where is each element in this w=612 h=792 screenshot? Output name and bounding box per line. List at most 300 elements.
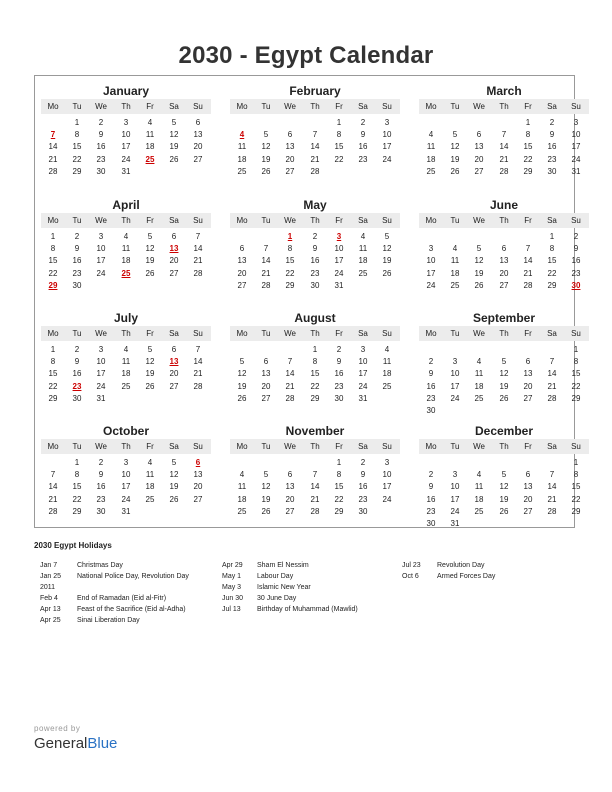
weekday-label: Tu: [450, 216, 460, 225]
day-cell: 19: [499, 494, 509, 504]
day-cell: 27: [285, 166, 295, 176]
month-name: September: [472, 311, 536, 325]
day-cell: 27: [474, 166, 484, 176]
day-cell: 19: [450, 154, 460, 164]
day-cell: 30: [547, 166, 557, 176]
day-cell: 17: [358, 369, 368, 379]
weekday-label: Su: [382, 442, 392, 451]
month-may: [230, 190, 400, 300]
holiday-name: Revolution Day: [437, 562, 485, 569]
day-cell: 11: [237, 482, 247, 492]
day-cell: 22: [72, 494, 82, 504]
day-cell: 22: [547, 268, 557, 278]
day-cell: 4: [147, 118, 153, 127]
day-cell: 5: [501, 357, 507, 367]
day-cell: 10: [571, 130, 581, 140]
day-cell: 7: [312, 470, 318, 480]
month-name: March: [486, 84, 522, 98]
day-cell: 28: [193, 268, 203, 278]
weekday-label: Th: [499, 216, 509, 225]
day-cell: 20: [169, 256, 179, 266]
weekday-header: [41, 439, 211, 454]
day-cell: 29: [571, 393, 581, 403]
day-cell: 19: [474, 268, 484, 278]
day-cell: 26: [261, 506, 271, 516]
weekday-label: Su: [571, 329, 581, 338]
day-cell: 20: [285, 494, 295, 504]
weekday-label: Fr: [524, 216, 532, 225]
weekday-label: We: [284, 216, 296, 225]
day-cell: 20: [523, 494, 533, 504]
day-cell: 6: [263, 357, 269, 367]
day-cell: 9: [428, 369, 434, 379]
day-cell: 7: [287, 357, 293, 367]
day-cell: 1: [50, 345, 56, 354]
day-cell: 29: [310, 393, 320, 403]
month-name: December: [474, 424, 534, 438]
day-cell: 28: [547, 506, 557, 516]
weekday-header: [419, 439, 589, 454]
day-cell: 28: [48, 506, 58, 516]
page-title: 2030 - Egypt Calendar: [178, 42, 434, 69]
day-cell: 6: [171, 345, 177, 354]
day-cell: 5: [147, 232, 153, 241]
day-cell: 27: [193, 494, 203, 504]
weekday-label: Sa: [547, 102, 557, 111]
weekday-label: Fr: [146, 102, 154, 111]
day-cell: 18: [145, 142, 155, 152]
day-cell: 29: [571, 506, 581, 516]
weekday-label: Fr: [335, 102, 343, 111]
day-cell: 19: [261, 154, 271, 164]
day-cell: 20: [523, 381, 533, 391]
weekday-label: We: [473, 329, 485, 338]
weekday-label: Tu: [261, 102, 271, 111]
day-cell: 22: [72, 154, 82, 164]
day-cell: 20: [193, 482, 203, 492]
month-name: April: [112, 198, 140, 212]
day-cell: 14: [523, 256, 533, 266]
weekday-label: Th: [121, 329, 131, 338]
weekday-label: Su: [571, 102, 581, 111]
day-cell: 8: [74, 470, 80, 480]
day-cell: 26: [474, 280, 484, 290]
day-cell: 14: [193, 357, 203, 367]
day-cell: 1: [312, 345, 318, 354]
day-cell: 25: [474, 506, 484, 516]
day-cell: 21: [193, 369, 203, 379]
day-cell: 16: [72, 256, 82, 266]
day-cell: 9: [74, 357, 80, 367]
day-cell: 8: [336, 130, 342, 140]
day-cell: 28: [499, 166, 509, 176]
day-cell: 14: [48, 482, 58, 492]
day-cell: 3: [123, 458, 129, 467]
day-cell: 23: [426, 506, 436, 516]
day-cell: 17: [96, 256, 106, 266]
month-name: July: [113, 311, 138, 325]
day-cell: 7: [312, 130, 318, 140]
day-cell: 11: [121, 244, 131, 254]
holiday-name: Sinai Liberation Day: [77, 617, 140, 624]
day-cell: 15: [334, 142, 344, 152]
holiday-day-cell: 25: [145, 154, 155, 164]
day-cell: 11: [237, 142, 247, 152]
holiday-name: 30 June Day: [257, 595, 297, 602]
day-cell: 8: [50, 357, 56, 367]
day-cell: 7: [501, 130, 507, 140]
holiday-date: Oct 6: [402, 573, 419, 580]
day-cell: 12: [474, 256, 484, 266]
day-cell: 10: [358, 357, 368, 367]
day-cell: 21: [193, 256, 203, 266]
day-cell: 13: [261, 369, 271, 379]
holiday-name: Islamic New Year: [257, 584, 311, 591]
day-cell: 24: [382, 494, 392, 504]
day-cell: 26: [169, 154, 179, 164]
day-cell: 29: [48, 393, 58, 403]
day-cell: 27: [169, 268, 179, 278]
day-cell: 19: [145, 369, 155, 379]
day-cell: 10: [450, 369, 460, 379]
month-august: [230, 303, 400, 413]
day-cell: 22: [310, 381, 320, 391]
day-cell: 9: [98, 130, 104, 140]
day-cell: 27: [523, 506, 533, 516]
day-cell: 2: [428, 357, 434, 367]
day-cell: 18: [145, 482, 155, 492]
weekday-label: Mo: [47, 442, 59, 451]
day-cell: 23: [72, 268, 82, 278]
day-cell: 14: [499, 142, 509, 152]
day-cell: 15: [571, 369, 581, 379]
weekday-label: Fr: [146, 216, 154, 225]
day-cell: 8: [573, 470, 579, 480]
day-cell: 24: [334, 268, 344, 278]
day-cell: 4: [123, 232, 129, 241]
day-cell: 3: [452, 357, 458, 367]
month-september: [419, 303, 589, 413]
holiday-name: Sham El Nessim: [257, 562, 309, 569]
day-cell: 15: [48, 369, 58, 379]
day-cell: 29: [523, 166, 533, 176]
month-name: August: [294, 311, 336, 325]
day-cell: 22: [571, 494, 581, 504]
day-cell: 8: [549, 244, 555, 254]
weekday-label: Mo: [236, 102, 248, 111]
day-cell: 7: [525, 244, 531, 254]
day-cell: 17: [426, 268, 436, 278]
weekday-label: Fr: [146, 442, 154, 451]
day-cell: 2: [428, 470, 434, 480]
day-cell: 6: [476, 130, 482, 140]
day-cell: 30: [96, 166, 106, 176]
day-cell: 1: [573, 458, 579, 467]
day-cell: 14: [48, 142, 58, 152]
calendar-grid: [34, 75, 581, 528]
weekday-label: We: [95, 329, 107, 338]
day-cell: 5: [263, 470, 269, 480]
day-cell: 4: [476, 357, 482, 367]
weekday-label: Sa: [547, 442, 557, 451]
day-cell: 20: [237, 268, 247, 278]
day-cell: 30: [96, 506, 106, 516]
day-cell: 8: [312, 357, 318, 367]
day-cell: 1: [50, 232, 56, 241]
day-cell: 31: [358, 393, 368, 403]
weekday-label: Fr: [335, 442, 343, 451]
holiday-day-cell: 3: [336, 232, 342, 241]
weekday-label: Mo: [425, 329, 437, 338]
weekday-label: We: [95, 442, 107, 451]
weekday-label: Su: [193, 442, 203, 451]
day-cell: 7: [263, 244, 269, 254]
holiday-day-cell: 4: [239, 130, 245, 140]
day-cell: 26: [499, 506, 509, 516]
day-cell: 24: [121, 154, 131, 164]
day-cell: 12: [145, 357, 155, 367]
day-cell: 13: [499, 256, 509, 266]
day-cell: 29: [285, 280, 295, 290]
day-cell: 2: [336, 345, 342, 354]
day-cell: 27: [169, 381, 179, 391]
weekday-label: Su: [193, 102, 203, 111]
day-cell: 9: [312, 244, 318, 254]
weekday-label: Su: [571, 442, 581, 451]
day-cell: 4: [476, 470, 482, 480]
day-cell: 15: [72, 482, 82, 492]
day-cell: 18: [474, 494, 484, 504]
weekday-label: We: [473, 102, 485, 111]
holiday-date: Jul 13: [222, 606, 241, 613]
day-cell: 28: [310, 166, 320, 176]
day-cell: 8: [287, 244, 293, 254]
month-name: February: [289, 84, 341, 98]
day-cell: 25: [358, 268, 368, 278]
day-cell: 4: [428, 130, 434, 140]
day-cell: 20: [169, 369, 179, 379]
day-cell: 12: [169, 130, 179, 140]
weekday-label: Sa: [358, 216, 368, 225]
day-cell: 23: [547, 154, 557, 164]
day-cell: 4: [452, 244, 458, 254]
holiday-name: National Police Day, Revolution Day: [77, 573, 189, 580]
day-cell: 7: [195, 232, 201, 241]
day-cell: 28: [261, 280, 271, 290]
day-cell: 1: [74, 458, 80, 467]
day-cell: 11: [474, 369, 484, 379]
weekday-label: Th: [499, 102, 509, 111]
day-cell: 21: [547, 381, 557, 391]
day-cell: 28: [310, 506, 320, 516]
weekday-label: We: [284, 329, 296, 338]
holiday-date: Apr 29: [222, 562, 243, 569]
day-cell: 18: [382, 369, 392, 379]
day-cell: 21: [310, 154, 320, 164]
day-cell: 30: [72, 280, 82, 290]
day-cell: 16: [334, 369, 344, 379]
day-cell: 2: [312, 232, 318, 241]
day-cell: 5: [171, 118, 177, 127]
day-cell: 13: [193, 470, 203, 480]
day-cell: 26: [169, 494, 179, 504]
month-november: [230, 416, 400, 526]
day-cell: 3: [452, 470, 458, 480]
holiday-date: Jan 25: [40, 573, 62, 580]
day-cell: 18: [450, 268, 460, 278]
holiday-name: Birthday of Muhammad (Mawlid): [257, 606, 358, 613]
day-cell: 31: [121, 166, 131, 176]
holiday-day-cell: 25: [121, 268, 131, 278]
day-cell: 24: [382, 154, 392, 164]
day-cell: 16: [358, 482, 368, 492]
month-april: [41, 190, 211, 300]
weekday-label: We: [95, 216, 107, 225]
day-cell: 18: [237, 494, 247, 504]
weekday-header: [419, 213, 589, 228]
weekday-header: [419, 326, 589, 341]
day-cell: 16: [547, 142, 557, 152]
day-cell: 25: [474, 393, 484, 403]
weekday-label: Sa: [547, 329, 557, 338]
day-cell: 26: [450, 166, 460, 176]
weekday-label: Tu: [261, 442, 271, 451]
day-cell: 24: [96, 381, 106, 391]
day-cell: 2: [573, 232, 579, 241]
day-cell: 16: [426, 494, 436, 504]
day-cell: 3: [573, 118, 579, 127]
day-cell: 21: [48, 494, 58, 504]
day-cell: 19: [499, 381, 509, 391]
day-cell: 21: [310, 494, 320, 504]
day-cell: 27: [193, 154, 203, 164]
month-december: [419, 416, 589, 526]
day-cell: 1: [549, 232, 555, 241]
day-cell: 25: [237, 506, 247, 516]
day-cell: 23: [310, 268, 320, 278]
day-cell: 6: [171, 232, 177, 241]
day-cell: 15: [285, 256, 295, 266]
weekday-label: Su: [193, 329, 203, 338]
holiday-date: Apr 13: [40, 606, 61, 613]
weekday-label: We: [473, 442, 485, 451]
day-cell: 2: [74, 232, 80, 241]
day-cell: 28: [523, 280, 533, 290]
weekday-label: Sa: [169, 102, 179, 111]
day-cell: 7: [195, 345, 201, 354]
day-cell: 11: [382, 357, 392, 367]
day-cell: 1: [74, 118, 80, 127]
day-cell: 10: [96, 244, 106, 254]
day-cell: 17: [382, 142, 392, 152]
day-cell: 27: [523, 393, 533, 403]
day-cell: 16: [96, 142, 106, 152]
day-cell: 4: [360, 232, 366, 241]
day-cell: 25: [237, 166, 247, 176]
holiday-name: Christmas Day: [77, 562, 123, 569]
day-cell: 23: [358, 494, 368, 504]
day-cell: 25: [121, 381, 131, 391]
weekday-label: Mo: [47, 329, 59, 338]
day-cell: 19: [382, 256, 392, 266]
day-cell: 22: [285, 268, 295, 278]
day-cell: 7: [50, 470, 56, 480]
weekday-label: Th: [499, 329, 509, 338]
day-cell: 25: [450, 280, 460, 290]
weekday-label: Fr: [524, 442, 532, 451]
day-cell: 14: [193, 244, 203, 254]
day-cell: 13: [523, 482, 533, 492]
holiday-date: May 1: [222, 573, 242, 580]
month-name: October: [102, 424, 149, 438]
holiday-date: Apr 25: [40, 617, 61, 624]
day-cell: 17: [121, 142, 131, 152]
weekday-label: Tu: [450, 329, 460, 338]
day-cell: 14: [310, 482, 320, 492]
month-october: [41, 416, 211, 526]
day-cell: 12: [145, 244, 155, 254]
day-cell: 18: [474, 381, 484, 391]
day-cell: 24: [358, 381, 368, 391]
day-cell: 9: [360, 130, 366, 140]
month-july: [41, 303, 211, 413]
weekday-label: Mo: [425, 216, 437, 225]
weekday-label: Sa: [169, 442, 179, 451]
weekday-label: Th: [121, 102, 131, 111]
day-cell: 1: [525, 118, 531, 127]
day-cell: 27: [499, 280, 509, 290]
weekday-label: Tu: [72, 216, 82, 225]
day-cell: 30: [72, 393, 82, 403]
day-cell: 19: [169, 142, 179, 152]
weekday-label: Sa: [169, 216, 179, 225]
day-cell: 12: [499, 369, 509, 379]
weekday-label: Tu: [72, 102, 82, 111]
day-cell: 21: [499, 154, 509, 164]
day-cell: 17: [571, 142, 581, 152]
day-cell: 2: [98, 118, 104, 127]
day-cell: 4: [147, 458, 153, 467]
holiday-day-cell: 30: [571, 280, 581, 290]
weekday-label: Su: [571, 216, 581, 225]
day-cell: 30: [426, 406, 436, 415]
day-cell: 1: [573, 345, 579, 354]
brand-name-blue: Blue: [87, 735, 118, 752]
day-cell: 18: [121, 369, 131, 379]
day-cell: 13: [193, 130, 203, 140]
day-cell: 22: [48, 381, 58, 391]
day-cell: 5: [476, 244, 482, 254]
weekday-label: Th: [121, 442, 131, 451]
day-cell: 14: [310, 142, 320, 152]
day-cell: 5: [452, 130, 458, 140]
day-cell: 2: [98, 458, 104, 467]
day-cell: 21: [523, 268, 533, 278]
day-cell: 10: [121, 470, 131, 480]
day-cell: 27: [261, 393, 271, 403]
weekday-label: Fr: [524, 102, 532, 111]
month-january: [41, 76, 211, 186]
weekday-label: We: [284, 442, 296, 451]
weekday-label: Fr: [335, 216, 343, 225]
weekday-label: Mo: [236, 216, 248, 225]
weekday-label: We: [284, 102, 296, 111]
day-cell: 10: [426, 256, 436, 266]
day-cell: 29: [334, 506, 344, 516]
day-cell: 2: [549, 118, 555, 127]
day-cell: 30: [358, 506, 368, 516]
day-cell: 30: [334, 393, 344, 403]
